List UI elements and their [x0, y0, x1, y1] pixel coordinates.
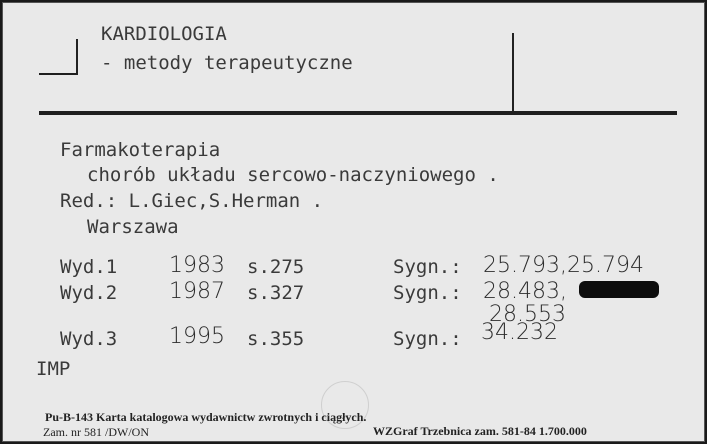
footer-printer: WZGraf Trzebnica zam. 581-84 1.700.000 [373, 424, 587, 438]
corner-mark-horizontal [39, 73, 77, 75]
edition-label: Wyd.2 [60, 282, 118, 304]
entry-editors: Red.: L.Giec,S.Herman . [60, 190, 324, 212]
edition-pages: s.355 [247, 328, 305, 350]
footer-order: Zam. nr 581 /DW/ON [43, 425, 149, 439]
catalog-card [2, 2, 705, 442]
edition-label: Wyd.3 [60, 328, 118, 350]
header-vertical-rule [512, 33, 514, 111]
edition-sygn-label: Sygn.: [393, 282, 462, 304]
edition-year: 1983 [169, 253, 225, 278]
edition-label: Wyd.1 [60, 256, 118, 278]
edition-pages: s.275 [247, 256, 305, 278]
edition-year: 1995 [169, 324, 225, 349]
edition-sygn-label: Sygn.: [393, 328, 462, 350]
edition-year: 1987 [169, 279, 225, 304]
edition-sygn: 34.232 [481, 320, 558, 345]
subject-subtitle: - metody terapeutyczne [101, 52, 353, 74]
edition-sygn: 28.483, [483, 279, 567, 304]
footer-form-title: Pu-B-143 Karta katalogowa wydawnictw zwrotnych i ciągłych. [45, 410, 367, 424]
subject-heading: KARDIOLOGIA [101, 23, 227, 45]
edition-sygn-continued: 28.553 [489, 302, 566, 327]
imp-mark: IMP [36, 358, 71, 380]
edition-sygn: 25.793,25.794 [483, 253, 644, 278]
header-horizontal-rule [39, 111, 677, 115]
edition-sygn-label: Sygn.: [393, 256, 462, 278]
edition-pages: s.327 [247, 282, 305, 304]
entry-place: Warszawa [87, 216, 179, 238]
entry-title-line1: Farmakoterapia [60, 139, 221, 161]
corner-mark-vertical [76, 39, 78, 75]
redaction-mark [579, 281, 659, 298]
entry-title-line2: chorób układu sercowo-naczyniowego . [87, 164, 499, 186]
